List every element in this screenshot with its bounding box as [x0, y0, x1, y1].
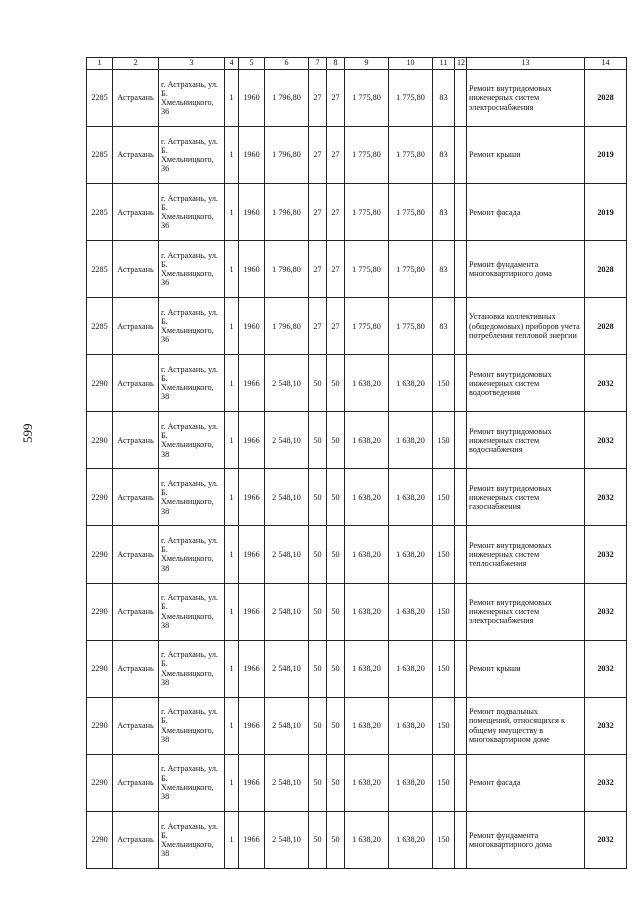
cell-apartments-count: 50	[309, 526, 327, 583]
cell-build-year: 1966	[239, 640, 265, 697]
cell-planned-year: 2028	[585, 298, 627, 355]
table-row	[87, 412, 627, 469]
cell-build-year: 1960	[239, 69, 265, 126]
cell-address: г. Астрахань, ул. Б. Хмельницкого, 38	[159, 811, 225, 868]
cell-living-area: 1 638,20	[345, 583, 389, 640]
cell-residents-count: 50	[327, 697, 345, 754]
cell-building-count: 1	[225, 412, 239, 469]
cell-extra-flag	[455, 69, 467, 126]
cell-apartments-count: 27	[309, 127, 327, 184]
cell-record-id: 2290	[87, 697, 113, 754]
cell-apartments-count: 27	[309, 69, 327, 126]
cell-total-area: 1 796,80	[265, 241, 309, 298]
cell-mkd-number: 150	[433, 697, 455, 754]
cell-address: г. Астрахань, ул. Б. Хмельницкого, 38	[159, 640, 225, 697]
table-row	[87, 127, 627, 184]
cell-municipality: Астрахань	[113, 640, 159, 697]
cell-extra-flag	[455, 640, 467, 697]
table-row	[87, 69, 627, 126]
cell-address: г. Астрахань, ул. Б. Хмельницкого, 36	[159, 298, 225, 355]
cell-total-area: 2 548,10	[265, 583, 309, 640]
table-row	[87, 184, 627, 241]
cell-work-type: Ремонт фундамента многоквартирного дома	[467, 241, 585, 298]
cell-build-year: 1966	[239, 469, 265, 526]
column-number: 8	[327, 58, 345, 70]
column-number: 2	[113, 58, 159, 70]
cell-municipality: Астрахань	[113, 469, 159, 526]
cell-extra-flag	[455, 469, 467, 526]
cell-owner-area: 1 638,20	[389, 697, 433, 754]
cell-building-count: 1	[225, 241, 239, 298]
cell-total-area: 1 796,80	[265, 184, 309, 241]
cell-living-area: 1 775,80	[345, 184, 389, 241]
column-number: 14	[585, 58, 627, 70]
cell-owner-area: 1 638,20	[389, 355, 433, 412]
cell-mkd-number: 150	[433, 355, 455, 412]
cell-apartments-count: 50	[309, 412, 327, 469]
cell-address: г. Астрахань, ул. Б. Хмельницкого, 36	[159, 127, 225, 184]
cell-planned-year: 2032	[585, 469, 627, 526]
cell-residents-count: 50	[327, 583, 345, 640]
column-number: 6	[265, 58, 309, 70]
cell-owner-area: 1 638,20	[389, 526, 433, 583]
cell-living-area: 1 638,20	[345, 640, 389, 697]
cell-municipality: Астрахань	[113, 355, 159, 412]
cell-work-type: Ремонт фасада	[467, 754, 585, 811]
cell-work-type: Ремонт крыши	[467, 127, 585, 184]
cell-work-type: Ремонт внутридомовых инженерных систем водоотведения	[467, 355, 585, 412]
cell-owner-area: 1 638,20	[389, 640, 433, 697]
cell-building-count: 1	[225, 640, 239, 697]
cell-municipality: Астрахань	[113, 526, 159, 583]
cell-owner-area: 1 775,80	[389, 184, 433, 241]
cell-record-id: 2290	[87, 640, 113, 697]
cell-work-type: Ремонт внутридомовых инженерных систем газоснабжения	[467, 469, 585, 526]
cell-mkd-number: 150	[433, 811, 455, 868]
cell-build-year: 1966	[239, 355, 265, 412]
cell-address: г. Астрахань, ул. Б. Хмельницкого, 38	[159, 583, 225, 640]
cell-building-count: 1	[225, 583, 239, 640]
cell-total-area: 2 548,10	[265, 811, 309, 868]
cell-owner-area: 1 638,20	[389, 469, 433, 526]
cell-extra-flag	[455, 697, 467, 754]
cell-record-id: 2285	[87, 69, 113, 126]
cell-record-id: 2290	[87, 811, 113, 868]
cell-living-area: 1 638,20	[345, 412, 389, 469]
cell-build-year: 1966	[239, 583, 265, 640]
cell-record-id: 2290	[87, 412, 113, 469]
cell-apartments-count: 50	[309, 469, 327, 526]
cell-work-type: Ремонт внутридомовых инженерных систем электроснабжения	[467, 583, 585, 640]
cell-building-count: 1	[225, 526, 239, 583]
cell-owner-area: 1 638,20	[389, 754, 433, 811]
capital-repair-table	[86, 57, 627, 869]
cell-planned-year: 2028	[585, 69, 627, 126]
cell-living-area: 1 638,20	[345, 355, 389, 412]
cell-residents-count: 50	[327, 355, 345, 412]
cell-building-count: 1	[225, 184, 239, 241]
cell-extra-flag	[455, 184, 467, 241]
table-row	[87, 583, 627, 640]
cell-extra-flag	[455, 127, 467, 184]
cell-building-count: 1	[225, 298, 239, 355]
cell-apartments-count: 50	[309, 697, 327, 754]
cell-work-type: Ремонт фундамента многоквартирного дома	[467, 811, 585, 868]
cell-address: г. Астрахань, ул. Б. Хмельницкого, 36	[159, 184, 225, 241]
column-number: 7	[309, 58, 327, 70]
cell-residents-count: 50	[327, 526, 345, 583]
cell-total-area: 2 548,10	[265, 697, 309, 754]
cell-build-year: 1960	[239, 184, 265, 241]
cell-owner-area: 1 775,80	[389, 298, 433, 355]
page-number: 599	[20, 423, 35, 443]
cell-mkd-number: 83	[433, 241, 455, 298]
cell-municipality: Астрахань	[113, 241, 159, 298]
cell-address: г. Астрахань, ул. Б. Хмельницкого, 38	[159, 526, 225, 583]
cell-residents-count: 50	[327, 640, 345, 697]
cell-municipality: Астрахань	[113, 69, 159, 126]
cell-residents-count: 27	[327, 184, 345, 241]
cell-apartments-count: 50	[309, 583, 327, 640]
column-number: 3	[159, 58, 225, 70]
cell-building-count: 1	[225, 811, 239, 868]
cell-address: г. Астрахань, ул. Б. Хмельницкого, 38	[159, 412, 225, 469]
cell-planned-year: 2032	[585, 640, 627, 697]
cell-living-area: 1 775,80	[345, 127, 389, 184]
cell-record-id: 2290	[87, 526, 113, 583]
cell-mkd-number: 150	[433, 412, 455, 469]
cell-build-year: 1960	[239, 241, 265, 298]
cell-building-count: 1	[225, 754, 239, 811]
cell-record-id: 2285	[87, 241, 113, 298]
table-row	[87, 640, 627, 697]
cell-planned-year: 2019	[585, 127, 627, 184]
cell-extra-flag	[455, 412, 467, 469]
cell-total-area: 1 796,80	[265, 69, 309, 126]
column-number-row	[87, 58, 627, 70]
cell-record-id: 2290	[87, 469, 113, 526]
cell-work-type: Ремонт внутридомовых инженерных систем водоснабжения	[467, 412, 585, 469]
cell-address: г. Астрахань, ул. Б. Хмельницкого, 38	[159, 697, 225, 754]
cell-building-count: 1	[225, 697, 239, 754]
cell-address: г. Астрахань, ул. Б. Хмельницкого, 38	[159, 469, 225, 526]
cell-municipality: Астрахань	[113, 697, 159, 754]
cell-extra-flag	[455, 583, 467, 640]
cell-municipality: Астрахань	[113, 811, 159, 868]
cell-mkd-number: 83	[433, 69, 455, 126]
cell-total-area: 2 548,10	[265, 640, 309, 697]
cell-owner-area: 1 638,20	[389, 583, 433, 640]
cell-municipality: Астрахань	[113, 583, 159, 640]
cell-total-area: 2 548,10	[265, 754, 309, 811]
cell-planned-year: 2032	[585, 355, 627, 412]
cell-residents-count: 27	[327, 69, 345, 126]
cell-extra-flag	[455, 355, 467, 412]
cell-building-count: 1	[225, 355, 239, 412]
cell-build-year: 1966	[239, 811, 265, 868]
cell-work-type: Ремонт фасада	[467, 184, 585, 241]
cell-municipality: Астрахань	[113, 298, 159, 355]
cell-apartments-count: 50	[309, 811, 327, 868]
cell-residents-count: 50	[327, 811, 345, 868]
cell-municipality: Астрахань	[113, 127, 159, 184]
cell-living-area: 1 638,20	[345, 526, 389, 583]
table-row	[87, 241, 627, 298]
cell-build-year: 1966	[239, 697, 265, 754]
cell-record-id: 2290	[87, 754, 113, 811]
cell-planned-year: 2032	[585, 526, 627, 583]
cell-planned-year: 2032	[585, 412, 627, 469]
cell-municipality: Астрахань	[113, 412, 159, 469]
column-number: 4	[225, 58, 239, 70]
cell-municipality: Астрахань	[113, 754, 159, 811]
cell-address: г. Астрахань, ул. Б. Хмельницкого, 36	[159, 241, 225, 298]
cell-work-type: Ремонт крыши	[467, 640, 585, 697]
cell-mkd-number: 83	[433, 298, 455, 355]
cell-address: г. Астрахань, ул. Б. Хмельницкого, 38	[159, 754, 225, 811]
cell-build-year: 1966	[239, 526, 265, 583]
cell-extra-flag	[455, 298, 467, 355]
cell-extra-flag	[455, 526, 467, 583]
column-number: 5	[239, 58, 265, 70]
cell-planned-year: 2032	[585, 754, 627, 811]
cell-total-area: 2 548,10	[265, 469, 309, 526]
cell-apartments-count: 27	[309, 184, 327, 241]
cell-building-count: 1	[225, 69, 239, 126]
cell-total-area: 2 548,10	[265, 526, 309, 583]
table-row	[87, 697, 627, 754]
cell-residents-count: 27	[327, 241, 345, 298]
cell-total-area: 1 796,80	[265, 127, 309, 184]
cell-residents-count: 27	[327, 298, 345, 355]
table-row	[87, 811, 627, 868]
cell-address: г. Астрахань, ул. Б. Хмельницкого, 38	[159, 355, 225, 412]
cell-planned-year: 2019	[585, 184, 627, 241]
cell-build-year: 1966	[239, 412, 265, 469]
cell-total-area: 2 548,10	[265, 412, 309, 469]
column-number: 13	[467, 58, 585, 70]
column-number: 10	[389, 58, 433, 70]
cell-work-type: Ремонт внутридомовых инженерных систем теплоснабжения	[467, 526, 585, 583]
cell-residents-count: 50	[327, 469, 345, 526]
cell-work-type: Ремонт подвальных помещений, относящихся к общему имуществу в многоквартирном доме	[467, 697, 585, 754]
cell-build-year: 1966	[239, 754, 265, 811]
cell-build-year: 1960	[239, 127, 265, 184]
cell-residents-count: 50	[327, 412, 345, 469]
cell-living-area: 1 638,20	[345, 754, 389, 811]
cell-building-count: 1	[225, 127, 239, 184]
table-row	[87, 298, 627, 355]
cell-mkd-number: 150	[433, 754, 455, 811]
cell-extra-flag	[455, 811, 467, 868]
cell-build-year: 1960	[239, 298, 265, 355]
cell-residents-count: 50	[327, 754, 345, 811]
table-row	[87, 355, 627, 412]
column-number: 12	[455, 58, 467, 70]
cell-work-type: Ремонт внутридомовых инженерных систем электроснабжения	[467, 69, 585, 126]
cell-owner-area: 1 775,80	[389, 69, 433, 126]
cell-apartments-count: 50	[309, 754, 327, 811]
table-row	[87, 469, 627, 526]
cell-record-id: 2290	[87, 355, 113, 412]
register-sheet	[86, 57, 626, 869]
cell-record-id: 2290	[87, 583, 113, 640]
cell-planned-year: 2032	[585, 811, 627, 868]
cell-total-area: 1 796,80	[265, 298, 309, 355]
table-body	[87, 69, 627, 868]
cell-extra-flag	[455, 754, 467, 811]
cell-living-area: 1 638,20	[345, 811, 389, 868]
cell-work-type: Установка коллективных (общедомовых) приборов учета потребления тепловой энергии	[467, 298, 585, 355]
column-number: 1	[87, 58, 113, 70]
cell-extra-flag	[455, 241, 467, 298]
column-number: 11	[433, 58, 455, 70]
cell-mkd-number: 83	[433, 127, 455, 184]
cell-owner-area: 1 775,80	[389, 127, 433, 184]
cell-living-area: 1 638,20	[345, 697, 389, 754]
cell-owner-area: 1 638,20	[389, 412, 433, 469]
cell-living-area: 1 638,20	[345, 469, 389, 526]
cell-apartments-count: 27	[309, 241, 327, 298]
cell-owner-area: 1 775,80	[389, 241, 433, 298]
cell-planned-year: 2032	[585, 583, 627, 640]
cell-planned-year: 2032	[585, 697, 627, 754]
cell-record-id: 2285	[87, 127, 113, 184]
cell-apartments-count: 50	[309, 355, 327, 412]
cell-planned-year: 2028	[585, 241, 627, 298]
cell-municipality: Астрахань	[113, 184, 159, 241]
column-number: 9	[345, 58, 389, 70]
cell-record-id: 2285	[87, 184, 113, 241]
cell-mkd-number: 150	[433, 469, 455, 526]
cell-owner-area: 1 638,20	[389, 811, 433, 868]
cell-living-area: 1 775,80	[345, 69, 389, 126]
table-row	[87, 754, 627, 811]
cell-apartments-count: 50	[309, 640, 327, 697]
cell-residents-count: 27	[327, 127, 345, 184]
cell-mkd-number: 150	[433, 583, 455, 640]
cell-total-area: 2 548,10	[265, 355, 309, 412]
cell-apartments-count: 27	[309, 298, 327, 355]
cell-living-area: 1 775,80	[345, 298, 389, 355]
cell-record-id: 2285	[87, 298, 113, 355]
cell-mkd-number: 83	[433, 184, 455, 241]
cell-address: г. Астрахань, ул. Б. Хмельницкого, 36	[159, 69, 225, 126]
cell-building-count: 1	[225, 469, 239, 526]
cell-mkd-number: 150	[433, 640, 455, 697]
cell-mkd-number: 150	[433, 526, 455, 583]
table-row	[87, 526, 627, 583]
cell-living-area: 1 775,80	[345, 241, 389, 298]
